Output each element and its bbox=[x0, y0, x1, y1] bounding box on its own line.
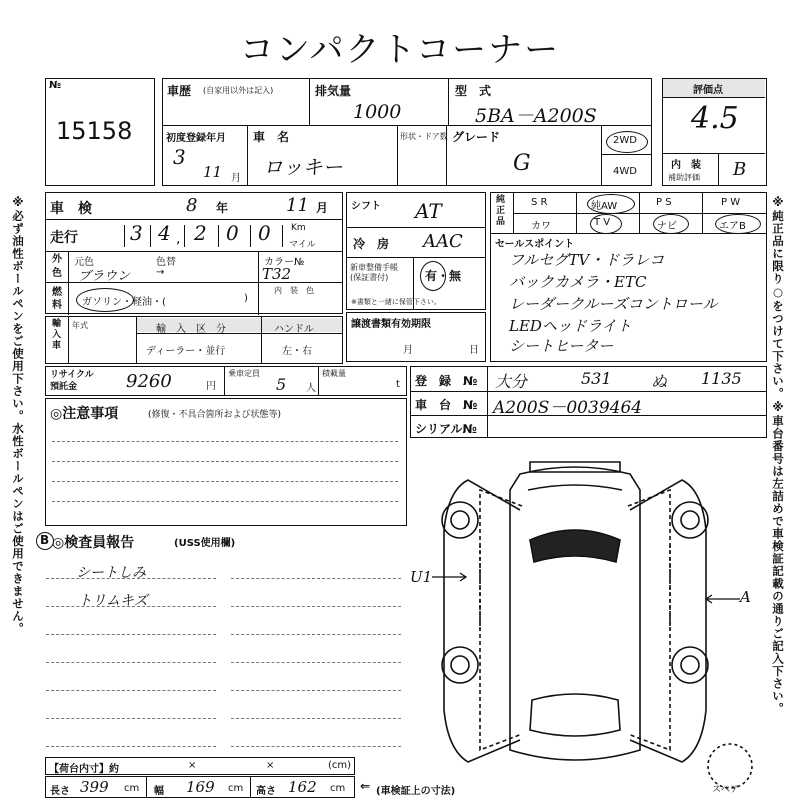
lot-no-label: № bbox=[49, 80, 62, 91]
cargo-unit: (cm) bbox=[328, 760, 352, 771]
lot-number: 15158 bbox=[56, 117, 133, 145]
car-name-label: 車 名 bbox=[253, 130, 290, 144]
height-value: 162 bbox=[288, 778, 317, 796]
car-outline bbox=[442, 462, 752, 788]
interior-label: 内 装 bbox=[671, 160, 701, 171]
recycle-label: リサイクル 預託金 bbox=[50, 370, 94, 392]
registration-block bbox=[410, 366, 767, 438]
displacement-label: 排気量 bbox=[315, 84, 352, 98]
shift-value: AT bbox=[415, 199, 442, 223]
diagram-mark-right: A bbox=[740, 588, 751, 606]
sales-point-4: LEDヘッドライト bbox=[509, 317, 632, 335]
page-title: コンパクトコーナー bbox=[239, 30, 561, 70]
color-label: 外 色 bbox=[52, 254, 62, 279]
cargo-x2: × bbox=[266, 760, 275, 771]
height-label: 高さ bbox=[256, 786, 276, 797]
import-year-label: 年式 bbox=[72, 321, 88, 330]
history-label: 車歴 bbox=[167, 84, 192, 98]
registration-class: 531 bbox=[581, 369, 612, 388]
report-label: ◎検査員報告 bbox=[52, 535, 135, 551]
mileage-digit-4: 0 bbox=[226, 221, 239, 245]
inspection-year-unit: 年 bbox=[216, 201, 229, 215]
equip-label: 純 正 品 bbox=[496, 195, 506, 227]
length-unit: cm bbox=[124, 783, 140, 794]
mileage-unit-km: Km bbox=[291, 223, 306, 233]
transfer-label: 譲渡書類有効期限 bbox=[351, 319, 431, 330]
diagram-arrow-left bbox=[430, 570, 470, 584]
report-sub: (USS使用欄) bbox=[174, 538, 236, 549]
equip-ps: P S bbox=[656, 197, 672, 208]
cargo-x1: × bbox=[188, 760, 197, 771]
shift-block bbox=[346, 192, 486, 310]
transfer-block bbox=[346, 312, 486, 362]
first-reg-year: 3 bbox=[173, 145, 186, 169]
grade-label: グレード bbox=[452, 130, 501, 144]
interior-color-label: 内 装 色 bbox=[274, 286, 314, 295]
sales-point-1: フルセグTV・ドラレコ bbox=[509, 251, 665, 269]
car-name-value: ロッキー bbox=[263, 155, 343, 179]
registration-kana: ぬ bbox=[651, 372, 668, 391]
width-value: 169 bbox=[186, 778, 215, 796]
equip-tv: T V bbox=[594, 217, 611, 228]
color-orig-label: 元色 bbox=[74, 257, 94, 268]
lot-number-box bbox=[45, 78, 155, 186]
length-label: 長さ bbox=[50, 786, 70, 797]
recycle-unit: 円 bbox=[206, 381, 216, 392]
mileage-digit-3: 2 bbox=[194, 221, 207, 245]
right-notice-bottom: ※車台番号は左詰めで車検証記載の通りご記入下さい。 bbox=[771, 400, 785, 715]
recycle-block bbox=[45, 366, 407, 396]
vehicle-info-top bbox=[162, 78, 652, 186]
right-notice-top: ※純正品に限り○をつけて下さい。 bbox=[771, 195, 785, 400]
serial-label: シリアル№ bbox=[415, 422, 477, 436]
shape-label: 形状・ドア数 bbox=[400, 132, 448, 141]
recycle-value: 9260 bbox=[126, 371, 172, 392]
load-label: 積載量 bbox=[322, 369, 346, 378]
color-paint-label: 色替 bbox=[156, 257, 176, 268]
notes-label: ◎注意事項 bbox=[50, 406, 119, 422]
import-block bbox=[45, 316, 343, 364]
equip-circle-tv bbox=[590, 214, 622, 234]
color-code-value: T32 bbox=[262, 265, 292, 283]
manual-note: ※書類と一緒に保管下さい。 bbox=[351, 298, 441, 306]
length-value: 399 bbox=[80, 778, 109, 796]
mileage-digits bbox=[124, 221, 284, 249]
chassis-value: A200S－0039464 bbox=[493, 398, 643, 418]
score-box bbox=[662, 78, 767, 186]
inspection-label: 車 検 bbox=[50, 201, 92, 217]
drive-4wd: 4WD bbox=[613, 166, 637, 177]
registration-number: 1135 bbox=[701, 369, 742, 388]
fuel-label: 燃 料 bbox=[52, 287, 62, 311]
equip-aw: 純AW bbox=[591, 201, 618, 212]
report-line-1: シートしみ bbox=[76, 565, 146, 581]
model-label: 型 式 bbox=[455, 84, 492, 98]
transfer-day: 日 bbox=[469, 345, 479, 356]
transfer-month: 月 bbox=[403, 345, 413, 356]
cargo-row bbox=[45, 757, 355, 775]
shift-label: シフト bbox=[351, 201, 381, 212]
inspection-month: 11 bbox=[286, 195, 309, 216]
drive-2wd: 2WD bbox=[613, 135, 637, 146]
sales-point-3: レーダークルーズコントロール bbox=[509, 295, 718, 313]
width-label: 幅 bbox=[154, 786, 164, 797]
size-note: (車検証上の寸法) bbox=[376, 786, 456, 797]
import-handle-label: ハンドル bbox=[274, 324, 314, 335]
left-notice: ※必ず油性ボールペンをご使用下さい。水性ボールペンはご使用できません。 bbox=[11, 195, 25, 635]
sales-points-label: セールスポイント bbox=[495, 239, 575, 250]
import-handle-value: 左・右 bbox=[282, 346, 312, 357]
capacity-label: 乗車定員 bbox=[228, 369, 260, 378]
mileage-unit-mile: マイル bbox=[289, 240, 316, 250]
car-diagram bbox=[420, 450, 770, 795]
equip-kawa: カワ bbox=[531, 221, 551, 232]
notes-sub: (修復・不具合箇所および状態等) bbox=[148, 410, 282, 420]
sales-point-2: バックカメラ・ETC bbox=[509, 273, 647, 291]
color-value: ブラウン bbox=[78, 269, 131, 284]
size-row bbox=[45, 776, 355, 798]
spare-label: スペア bbox=[712, 785, 740, 795]
equip-pw: P W bbox=[721, 197, 741, 208]
history-note: (自家用以外は記入) bbox=[203, 86, 274, 95]
mileage-digit-2: 4 bbox=[158, 221, 171, 245]
interior-value: B bbox=[733, 159, 747, 180]
registration-area: 大分 bbox=[495, 372, 528, 391]
notes-box bbox=[45, 398, 407, 526]
manual-value: 有・無 bbox=[425, 269, 462, 283]
color-code-label: カラー№ bbox=[264, 257, 305, 268]
height-unit: cm bbox=[330, 783, 346, 794]
report-prefix: B bbox=[40, 533, 50, 547]
ac-value: AAC bbox=[423, 231, 463, 252]
score-value: 4.5 bbox=[691, 101, 739, 136]
inspection-block bbox=[45, 192, 343, 314]
displacement-value: 1000 bbox=[353, 101, 402, 123]
fuel-gasoline-circle bbox=[76, 288, 134, 312]
color-arrow: → bbox=[156, 267, 165, 278]
equip-airbag: エアB bbox=[719, 221, 746, 232]
mileage-label: 走行 bbox=[50, 230, 78, 246]
diagram-arrow-right bbox=[704, 592, 742, 606]
cargo-label: 【荷台内寸】約 bbox=[49, 764, 119, 775]
diagram-mark-left: U1 bbox=[410, 568, 433, 586]
manual-yes-circle bbox=[420, 261, 446, 291]
equip-navi: ナビ bbox=[657, 221, 677, 232]
equip-circle-aw bbox=[587, 194, 635, 214]
interior-sub: 補助評価 bbox=[668, 173, 700, 182]
first-reg-month: 11 bbox=[203, 163, 223, 181]
size-arrow: ⇐ bbox=[360, 779, 371, 793]
ac-label: 冷 房 bbox=[353, 237, 390, 251]
capacity-value: 5 bbox=[276, 375, 287, 394]
drive-2wd-circle bbox=[606, 131, 648, 153]
width-unit: cm bbox=[228, 783, 244, 794]
mileage-digit-1: 3 bbox=[130, 221, 143, 245]
sales-point-5: シートヒーター bbox=[509, 337, 614, 355]
import-type-value: ディーラー・並行 bbox=[146, 346, 226, 357]
equip-circle-navi bbox=[653, 214, 689, 234]
chassis-label: 車 台 № bbox=[415, 398, 478, 412]
model-value: 5BA－A200S bbox=[475, 105, 597, 127]
score-label: 評価点 bbox=[693, 85, 723, 96]
inspection-year: 8 bbox=[186, 195, 198, 216]
first-reg-month-unit: 月 bbox=[231, 173, 241, 184]
fuel-close: ) bbox=[244, 293, 248, 304]
mileage-comma: , bbox=[176, 231, 181, 247]
equip-sr: S R bbox=[531, 197, 548, 208]
mileage-digit-5: 0 bbox=[258, 221, 271, 245]
report-area bbox=[36, 530, 408, 756]
load-unit: t bbox=[396, 379, 400, 390]
import-type-label: 輸 入 区 分 bbox=[156, 324, 226, 335]
inspection-month-unit: 月 bbox=[316, 201, 329, 215]
equip-circle-airbag bbox=[715, 214, 761, 234]
report-line-2: トリムキズ bbox=[78, 593, 148, 609]
fuel-options: ガソリン・軽油・( bbox=[82, 297, 166, 308]
import-label: 輸 入 車 bbox=[52, 319, 62, 351]
grade-value: G bbox=[513, 151, 531, 176]
manual-label: 新車整備手帳 (保証書付) bbox=[350, 263, 398, 282]
capacity-unit: 人 bbox=[306, 383, 316, 394]
registration-label: 登 録 № bbox=[415, 374, 478, 388]
first-reg-label: 初度登録年月 bbox=[166, 133, 226, 144]
equipment-block bbox=[490, 192, 767, 362]
